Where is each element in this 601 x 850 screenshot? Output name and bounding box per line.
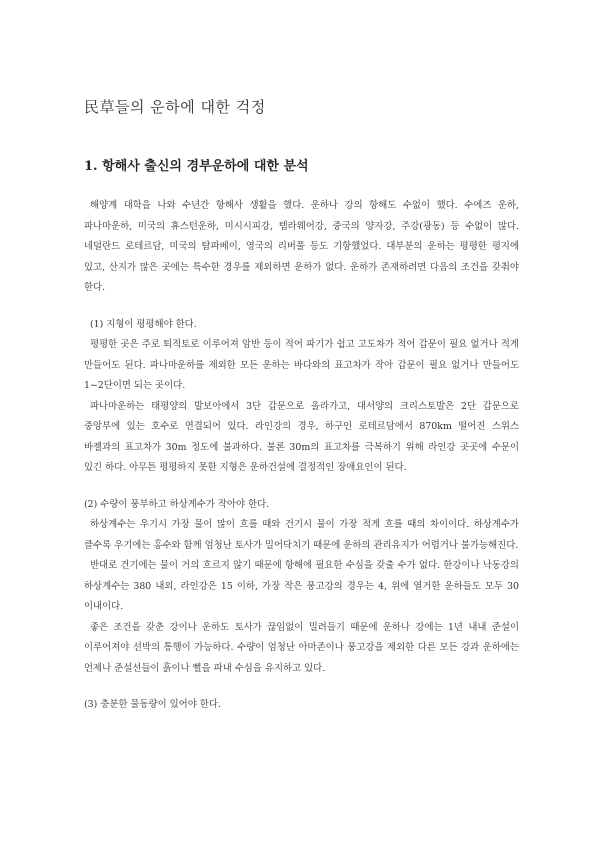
body-paragraph: 파나마운하는 태평양의 발보아에서 3단 갑문으로 올라가고, 대서양의 크리스토발은 2단 갑문으로 중앙부에 있는 호수로 연결되어 있다. 라인강의 경우, 하구인 로테르담에서 870km 떨어진 스위스 바젤과의 표고차가 30m 정도에 불과하다. 불론 30m의 표고차를 극복하기 위해 라인강 곳곳에 수문이 있긴 하다. 아무튼 평평하지 못한 지형은 운하건설에 결정적인 장애요인이 된다. [84, 400, 519, 473]
subsection-heading: (2) 수량이 풍부하고 하상계수가 작아야 한다. [84, 498, 270, 510]
subsection-freight-volume [84, 695, 519, 716]
spacer [84, 679, 519, 695]
body-paragraph: 하상계수는 우기시 가장 물이 많이 흐를 때와 건기시 물이 가장 적게 흐를 때의 차이이다. 하상계수가 클수록 우기에는 홍수와 함께 엄청난 토사가 밀어닥치기 때문에 운하의 관리유지가 어렵거나 불가능해진다. [84, 519, 519, 551]
intro-paragraph: 해양계 대학을 나와 수년간 항해사 생활을 했다. 운하나 강의 항해도 수없이 했다. 수에즈 운하, 파나마운하, 미국의 휴스턴운하, 미시시피강, 템라웨어강, 중국의 양자강, 주강(광동) 등 수없이 많다. 네덜란드 로테르담, 미국의 탐파베이, 영국의 리버풀 등도 기항했었다. 대부분의 운하는 평평한 평지에 있고, 산지가 많은 곳에는 특수한 경우를 제외하면 운하가 없다. 운하가 존재하려면 다음의 조건을 갖춰야 한다. [84, 200, 519, 293]
section-heading: 1. 항해사 출신의 경부운하에 대한 분석 [84, 159, 309, 174]
body-paragraph: 평평한 곳은 주로 퇴적토로 이루어져 암반 등이 적어 파기가 쉽고 고도차가 적어 갑문이 필요 없거나 적게 만들어도 된다. 파나마운하를 제외한 모든 운하는 바다와의 표고차가 작아 갑문이 필요 없거나 만들어도 1~2단이면 되는 곳이다. [84, 339, 519, 391]
body-paragraph: 반대로 건기에는 물이 거의 흐르지 않기 때문에 항해에 필요한 수심을 갖출 수가 없다. 한강이나 낙동강의 하상계수는 380 내외, 라인강은 15 이하, 가장 작은 풍고강의 경우는 4, 위에 열거한 운하들도 모두 30 이내이다. [84, 560, 519, 612]
spacer [84, 299, 519, 315]
subsection-heading: (1) 지형이 평평해야 한다. [90, 318, 197, 330]
subsection-heading: (3) 충분한 물동량이 있어야 한다. [84, 699, 221, 710]
subsection-terrain [84, 315, 519, 479]
spacer [84, 479, 519, 495]
subsection-water-volume [84, 495, 519, 680]
body-paragraph: 좋은 조건을 갖춘 강이나 운하도 토사가 끊임없이 밀려들기 때문에 운하나 강에는 1년 내내 준설이 이루어져야 선박의 통행이 가능하다. 수량이 엄청난 아마존이나 풍고강을 제외한 다른 모든 강과 운하에는 언제나 준설선들이 흙이나 뻘을 파내 수심을 유지하고 있다. [84, 621, 519, 674]
document-title: 民草들의 운하에 대한 걱정 [84, 98, 266, 116]
